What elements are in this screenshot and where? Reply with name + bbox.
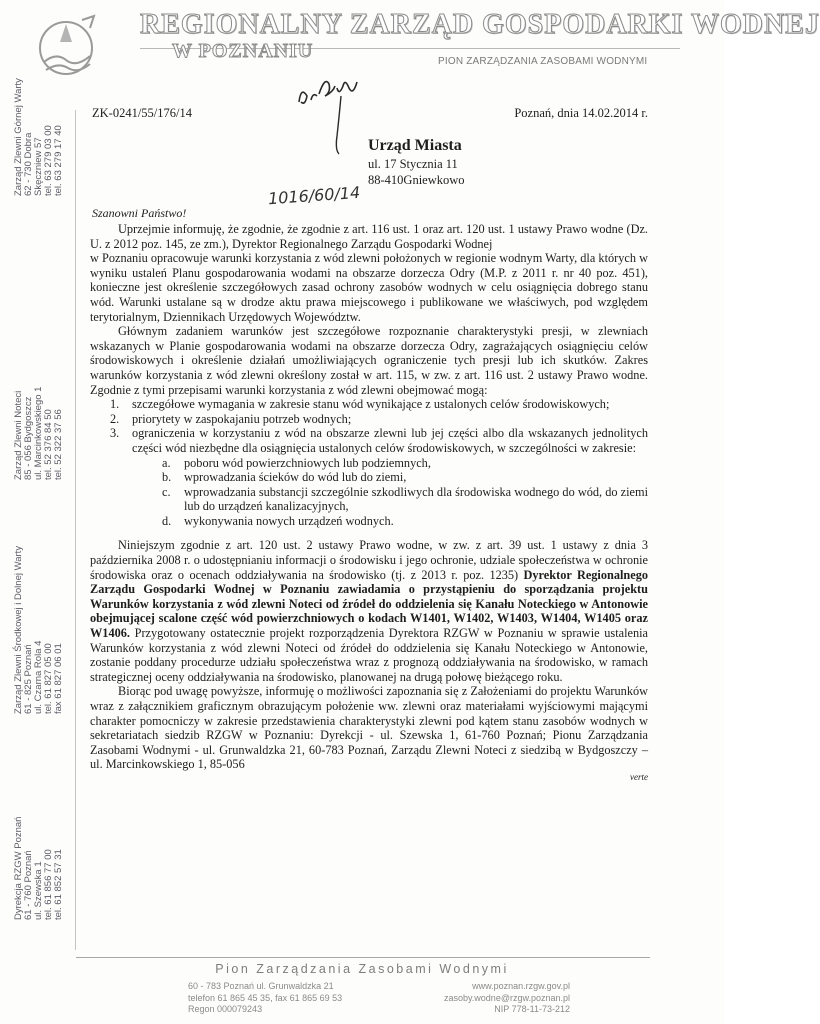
sidebar-line: ul. Marcinkowskiego 1 [33,386,44,480]
handwritten-case-number: 1016/60/14 [267,182,361,209]
sublist-item: c. wprowadzania substancji szczególnie szkodliwych dla środowiska wodnego do wód, do ziemi lub do urządzeń kanalizacyjnych, [162,484,648,514]
conditions-list [90,397,648,455]
list-item: 1. szczegółowe wymagania w zakresie stanu wód wynikające z ustalonych celów środowiskowych; [110,397,610,412]
sidebar-line: tel. 61 852 57 31 [53,849,64,920]
recipient-name: Urząd Miasta [368,137,462,154]
sidebar-line: Dyrekcja RZGW Poznań [13,816,24,920]
recipient-address [368,138,465,188]
footer-rule [76,957,650,958]
sidebar-line: tel. 63 279 17 40 [53,125,64,196]
footer-website-link[interactable]: www.poznan.rzgw.gov.pl [472,981,570,991]
sidebar-line: tel. 63 279 03 00 [43,125,54,196]
paragraph-main-task: Głównym zadaniem warunków jest szczegółowe rozpoznanie charakterystyki presji, w zlewniach wskazanych w Planie gospodarowania wodami na obszarze dorzecza Odry, zagrażających osiągnięciu celów środowiskowych i określenie działań umożliwiających ograniczenie tych presji lub ich skutków. Zakres warunków korzystania z wód zlewni określony został w art. 115, w zw. z art. 116 ust. 2 ustawy Prawo wodne. Zgodnie z tymi przepisami warunki korzystania z wód zlewni obejmować mogą: [90,324,648,397]
reference-number: ZK-0241/55/176/14 [92,106,192,120]
sidebar-line: 62 - 730 Dobra [23,132,34,196]
sidebar-divider [75,110,76,950]
sidebar-line: tel. 61 827 05 00 [43,643,54,714]
list-item: 2. priorytety w zaspokajaniu potrzeb wodnych; [110,411,352,426]
sidebar-line: fax 61 827 06 01 [53,643,64,714]
sidebar-line: 61 - 760 Poznań [23,850,34,920]
sidebar-line: ul. Szewska 1 [33,861,44,920]
footer-title: Pion Zarządzania Zasobami Wodnymi [215,962,509,976]
footer-address: 60 - 783 Poznań ul. Grunwaldzka 21 [188,981,334,991]
notification-bold: Dyrektor Regionalnego Zarządu Gospodarki Wodnej w Poznaniu zawiadamia o przystąpieniu do sporządzania projektu Warunków korzystania z wód zlewni Noteci od źródeł do oddzielenia się Kanału Noteckiego w Antonowie obejmującej scalone część wód powierzchniowych o kodach W1401, W1402, W1403, W1404, W1405 oraz W1406. [90,567,648,641]
sidebar-line: tel. 52 322 37 56 [53,409,64,480]
department-name: PION ZARZĄDZANIA ZASOBAMI WODNYMI [438,56,648,67]
recipient-city: 88-410Gniewkowo [368,173,465,187]
paragraph-intro: Uprzejmie informuję, że zgodnie, że zgodnie z art. 116 ust. 1 oraz art. 120 ust. 1 ustawy Prawo wodne (Dz. U. z 2012 poz. 145, ze zm.), Dyrektor Regionalnego Zarządu Gospodarki Wodnej [90,222,648,251]
paragraph-conditions: w Poznaniu opracowuje warunki korzystania z wód zlewni położonych w regionie wodnym Warty, dla których w wyniku ustaleń Planu gospodarowania wodami na obszarze dorzecza Odry (M.P. z 2011 r. nr 40 poz. 451), konieczne jest określenie szczegółowych zasad ochrony zasobów wodnych w celu osiągnięcia dobrego stanu wód. Warunki ustalane są w drodze aktu prawa miejscowego i publikowane we właściwych, pod względem terytorialnym, Dziennikach Urzędowych Województw. [90,251,648,324]
sidebar-line: Zarząd Zlewni Noteci [13,390,24,480]
handwritten-signature [295,66,365,158]
letter-body [90,222,648,782]
restrictions-sublist [90,456,648,529]
sidebar-line: 85 - 056 Bydgoszcz [23,396,34,480]
paragraph-notification: Niniejszym zgodnie z art. 120 ust. 2 ustawy Prawo wodne, w zw. z art. 39 ust. 1 ustawy z dnia 3 października 2008 r. o udostępnianiu informacji o środowisku i jego ochronie, udziale społeczeństwa w ochronie środowiska oraz o ocenach oddziaływania na środowisko (tj. z 2013 r. poz. 1235) Dyrektor Regionalnego Zarządu Gospodarki Wodnej w Poznaniu zawiadamia o przystąpieniu do sporządzania projektu Warunków korzystania z wód zlewni Noteci od źródeł do oddzielenia się Kanału Noteckiego w Antonowie obejmującej scalone część wód powierzchniowych o kodach W1401, W1402, W1403, W1404, W1405 oraz W1406. Przygotowany ostatecznie projekt rozporządzenia Dyrektora RZGW w Poznaniu w sprawie ustalenia Warunków korzystania z wód zlewni Noteci od źródeł do oddzielenia się Kanału Noteckiego w Antonowie, zostanie poddany procedurze udziału społeczeństwa wraz z prognozą oddziaływania na środowisko, w ramach strategicznej oceny oddziaływania na środowisko, planowanej na drugą połowę bieżącego roku. [90,538,648,684]
sidebar-line: ul. Czarna Rola 4 [33,640,44,714]
sidebar-line: Zarząd Zlewni Środkowej i Dolnej Warty [13,545,24,714]
sidebar-line: tel. 61 856 77 00 [43,849,54,920]
greeting: Szanowni Państwo! [92,206,187,220]
recipient-street: ul. 17 Stycznia 11 [368,157,458,171]
footer-phone: telefon 61 865 45 35, fax 61 865 69 53 [188,992,343,1003]
footer-regon: Regon 000079243 [188,1004,263,1014]
sublist-item: d. wykonywania nowych urządzeń wodnych. [162,513,394,528]
org-name: REGIONALNY ZARZĄD GOSPODARKI WODNEJ [140,9,820,40]
sidebar-line: Skęczniew 57 [33,137,44,196]
sidebar-line: Zarząd Zlewni Górnej Warty [13,78,24,196]
sublist-item: b. wprowadzania ścieków do wód lub do ziemi, [162,470,407,485]
sidebar-line: 61 - 825 Poznań [23,644,34,714]
footer-email-link[interactable]: zasoby.wodne@rzgw.poznan.pl [443,992,570,1003]
footer-nip: NIP 778-11-73-212 [494,1004,570,1014]
paragraph-access: Biorąc pod uwagę powyższe, informuję o możliwości zapoznania się z Założeniami do projektu Warunków wraz z załącznikiem graficznym obrazującym położenie ww. zlewni oraz materiałami wyjściowymi mającymi charakter pomocniczy w zakresie przedstawienia charakterystyki zlewni pod kątem stanu zasobów wodnych w sekretariatach siedzib RZGW w Poznaniu: Dyrekcji - ul. Szewska 1, 61-760 Poznań; Pionu Zarządzania Zasobami Wodnymi - ul. Grunwaldzka 21, 60-783 Poznań, Zarządu Zlewni Noteci z siedzibą w Bydgoszczy – ul. Marcinkowskiego 1, 85-056 [90,684,648,772]
list-item: 3. ograniczenia w korzystaniu z wód na obszarze zlewni lub jej części albo dla wskazanych jednolitych części wód niezbędne dla osiągnięcia ustalonych celów środowiskowych, w szczególności w zakresie: [110,426,648,455]
sublist-item: a. poboru wód powierzchniowych lub podziemnych, [162,455,431,470]
org-city: W POZNANIU [172,40,314,62]
sidebar-line: tel. 52 376 84 50 [43,409,54,480]
letter-date: Poznań, dnia 14.02.2014 r. [514,106,648,120]
verte-mark: verte [630,771,648,782]
rzgw-logo-icon [32,12,104,82]
footer-contact-left [188,981,342,1016]
footer-contact-right [404,981,570,1016]
